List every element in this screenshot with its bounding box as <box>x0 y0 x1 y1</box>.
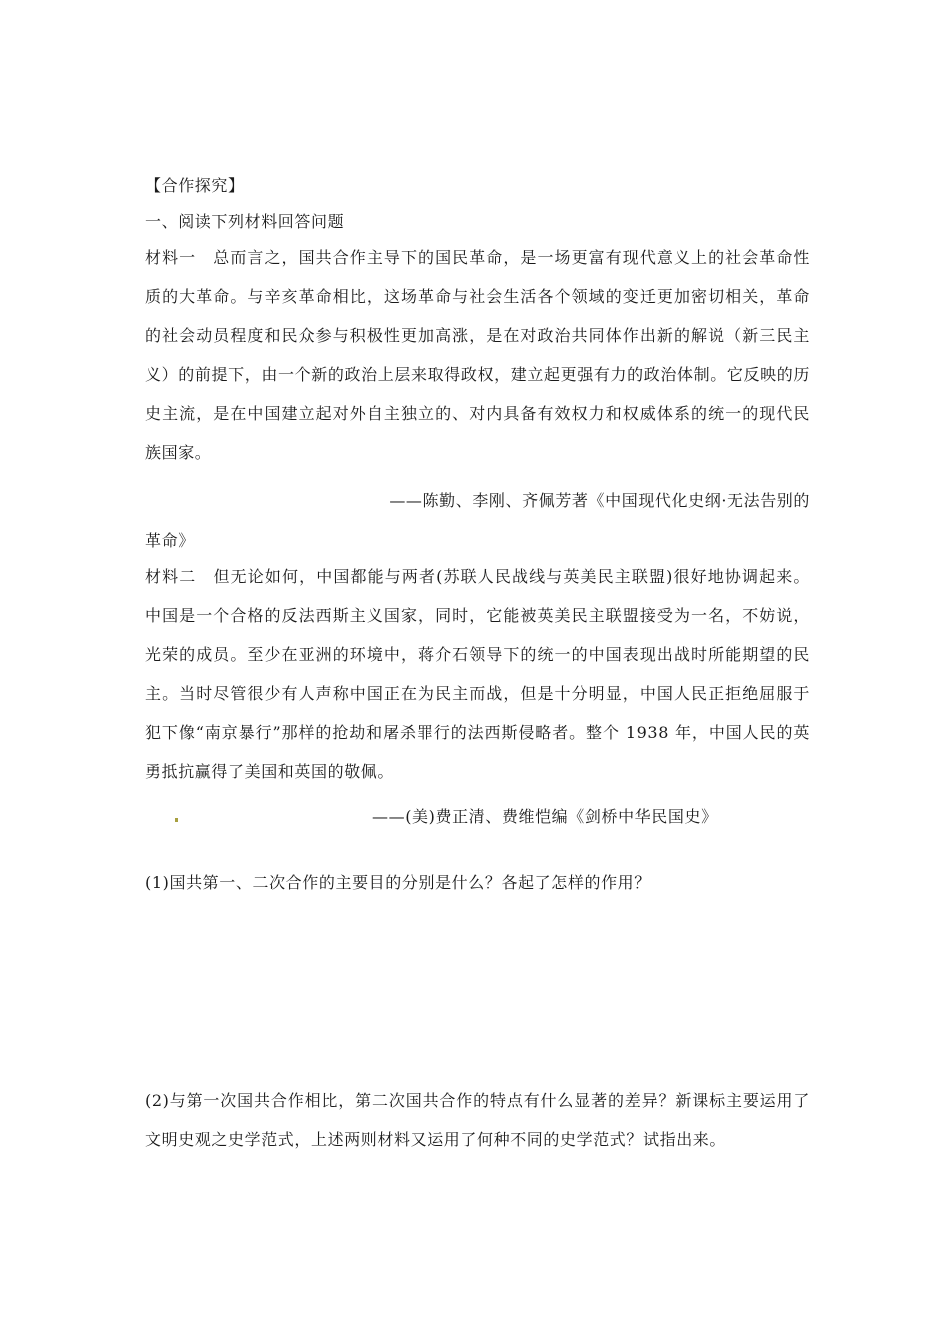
material-one-line: 材料一 总而言之，国共合作主导下的国民革命，是一场更富有现代意义上的社会革命性 <box>145 248 810 267</box>
material-one-line: 的社会动员程度和民众参与积极性更加高涨，是在对政治共同体作出新的解说（新三民主 <box>145 326 810 345</box>
question-two-cont: 文明史观之史学范式，上述两则材料又运用了何种不同的史学范式？试指出来。 <box>145 1130 727 1149</box>
question-one: (1)国共第一、二次合作的主要目的分别是什么？各起了怎样的作用？ <box>145 873 651 892</box>
material-two-line: 材料二 但无论如何，中国都能与两者(苏联人民战线与英美民主联盟)很好地协调起来。 <box>145 567 810 586</box>
stray-mark <box>175 818 178 822</box>
material-one-line: 族国家。 <box>145 443 212 462</box>
material-two-source: ——(美)费正清、费维恺编《剑桥中华民国史》 <box>372 807 718 826</box>
material-one-source-cont: 革命》 <box>145 531 195 550</box>
material-two-line: 中国是一个合格的反法西斯主义国家，同时，它能被英美民主联盟接受为一名，不妨说， <box>145 606 810 625</box>
question-two: (2)与第一次国共合作相比，第二次国共合作的特点有什么显著的差异？新课标主要运用了 <box>145 1091 810 1110</box>
material-two-line: 光荣的成员。至少在亚洲的环境中，蒋介石领导下的统一的中国表现出战时所能期望的民 <box>145 645 810 664</box>
material-one-line: 质的大革命。与辛亥革命相比，这场革命与社会生活各个领域的变迁更加密切相关，革命 <box>145 287 810 306</box>
material-one-source: ——陈勤、李刚、齐佩芳著《中国现代化史纲·无法告别的 <box>389 491 810 510</box>
material-two-line: 主。当时尽管很少有人声称中国正在为民主而战，但是十分明显，中国人民正拒绝屈服于 <box>145 684 810 703</box>
task-heading: 一、阅读下列材料回答问题 <box>145 212 345 231</box>
material-one-line: 义）的前提下，由一个新的政治上层来取得政权，建立起更强有力的政治体制。它反映的历 <box>145 365 810 384</box>
material-two-line: 勇抵抗赢得了美国和英国的敬佩。 <box>145 762 395 781</box>
section-heading: 【合作探究】 <box>145 176 245 195</box>
material-one-line: 史主流，是在中国建立起对外自主独立的、对内具备有效权力和权威体系的统一的现代民 <box>145 404 810 423</box>
material-two-line: 犯下像“南京暴行”那样的抢劫和屠杀罪行的法西斯侵略者。整个 1938 年，中国人民的英 <box>145 723 810 742</box>
